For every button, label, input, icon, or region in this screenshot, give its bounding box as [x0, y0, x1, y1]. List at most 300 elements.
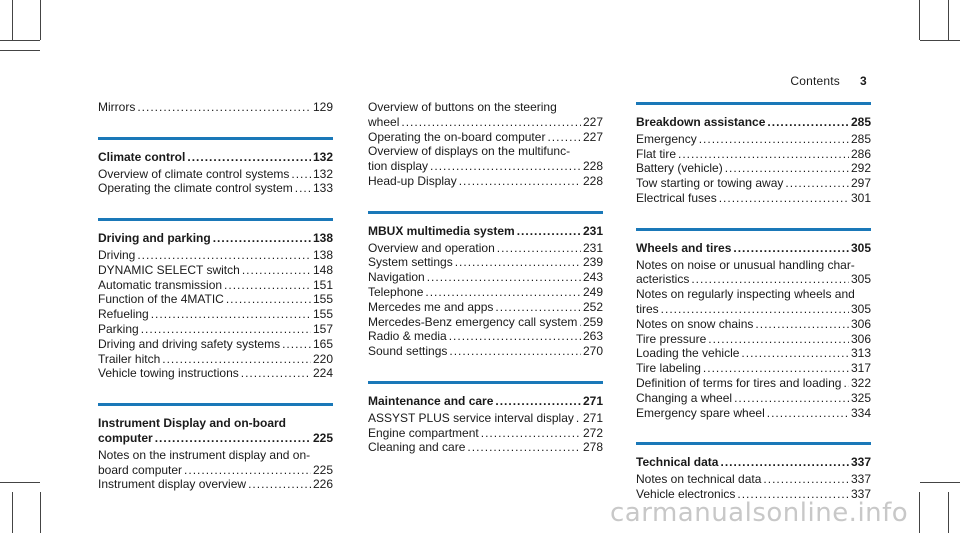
entry-text: tion display: [368, 159, 429, 174]
page-number: 3: [860, 74, 867, 88]
dot-leader: [719, 191, 849, 206]
toc-section: [368, 100, 603, 189]
page-ref: 313: [850, 346, 871, 361]
toc-entry[interactable]: [98, 322, 333, 337]
toc-column-3: [636, 102, 871, 524]
toc-entry[interactable]: [636, 147, 871, 162]
dot-leader: [141, 322, 311, 337]
entry-line: [98, 307, 333, 322]
entry-text: MBUX multimedia system: [368, 223, 515, 238]
entry-line: [98, 278, 333, 293]
toc-entry[interactable]: [636, 332, 871, 347]
entry-line: [636, 191, 871, 206]
page-ref: 228: [582, 159, 603, 174]
entry-text: Automatic transmission: [98, 277, 223, 292]
page-ref: 220: [312, 351, 333, 366]
dot-leader: [733, 241, 849, 256]
page-ref: 305: [850, 272, 871, 287]
section-title: [368, 224, 603, 239]
crop-mark: [920, 40, 960, 41]
toc-entry[interactable]: [368, 440, 603, 455]
page-ref: 227: [582, 114, 603, 129]
section-rule: [98, 137, 333, 140]
entry-text: Operating the on-board computer: [368, 129, 546, 144]
entry-line: [368, 344, 603, 359]
entry-text-line: Instrument Display and on-board: [98, 416, 287, 431]
crop-mark: [12, 492, 13, 533]
toc-entry[interactable]: [636, 361, 871, 376]
entry-text: Head-up Display: [368, 173, 457, 188]
toc-entry[interactable]: [98, 278, 333, 293]
toc-entry[interactable]: [98, 337, 333, 352]
entry-line: [98, 231, 333, 246]
toc-entry[interactable]: [368, 270, 603, 285]
page-ref: 271: [582, 393, 603, 408]
crop-mark: [948, 0, 949, 40]
toc-entry[interactable]: [98, 307, 333, 322]
page-ref: 259: [582, 314, 603, 329]
entry-line: [98, 248, 333, 263]
entry-line: [98, 322, 333, 337]
entry-text: Emergency spare wheel: [636, 405, 765, 420]
page-ref: 272: [582, 425, 603, 440]
entry-text: Parking: [98, 321, 139, 336]
dot-leader: [295, 181, 311, 196]
entry-line: [368, 426, 603, 441]
page-ref: 165: [312, 336, 333, 351]
entry-text: System settings: [368, 255, 453, 270]
dot-leader: [184, 463, 311, 478]
entry-line: [98, 463, 333, 478]
toc-entry[interactable]: [636, 346, 871, 361]
entry-line: [368, 315, 603, 330]
dot-leader: [187, 150, 311, 165]
entry-line: [368, 174, 603, 189]
crop-mark: [12, 0, 13, 40]
crop-mark: [40, 492, 41, 533]
toc-entry[interactable]: [368, 255, 603, 270]
toc-entry[interactable]: [636, 176, 871, 191]
dot-leader: [291, 167, 311, 182]
page-ref: 252: [582, 299, 603, 314]
page-ref: 138: [312, 247, 333, 262]
crop-mark: [40, 0, 41, 40]
dot-leader: [699, 132, 849, 147]
dot-leader: [497, 241, 581, 256]
page-ref: 285: [850, 115, 871, 129]
entry-text-line: Notes on the instrument display and on-: [98, 447, 311, 462]
page-ref: 263: [582, 329, 603, 344]
crop-mark: [0, 40, 40, 41]
entry-text: Driving and driving safety systems: [98, 336, 281, 351]
entry-text: computer: [98, 430, 153, 445]
dot-leader: [708, 332, 849, 347]
toc-entry[interactable]: [636, 132, 871, 147]
toc-entry[interactable]: [98, 477, 333, 492]
section-rule: [368, 211, 603, 214]
dot-leader: [481, 426, 581, 441]
entry-line: [98, 181, 333, 196]
page-ref: 225: [312, 430, 333, 445]
entry-text: Flat tire: [636, 146, 677, 161]
entry-line: [368, 270, 603, 285]
entry-line: [636, 332, 871, 347]
entry-line: [98, 431, 333, 446]
toc-entry[interactable]: [368, 174, 603, 189]
entry-line: [636, 132, 871, 147]
toc-section: [98, 403, 333, 492]
entry-line: [368, 241, 603, 256]
section-title: [636, 115, 871, 130]
entry-line: [636, 302, 871, 317]
page-ref: 133: [312, 181, 333, 196]
toc-entry[interactable]: [368, 344, 603, 359]
page-ref: 301: [850, 190, 871, 205]
dot-leader: [151, 307, 311, 322]
page-ref: 305: [850, 240, 871, 255]
entry-line: [368, 440, 603, 455]
dot-leader: [517, 224, 581, 239]
entry-line: [636, 176, 871, 191]
page-ref: 292: [850, 161, 871, 176]
page-ref: 317: [850, 361, 871, 376]
toc-entry[interactable]: [636, 191, 871, 206]
entry-text: Sound settings: [368, 344, 448, 359]
page-ref: 249: [582, 284, 603, 299]
crop-mark: [0, 50, 40, 51]
entry-text: Breakdown assistance: [636, 115, 766, 129]
dot-leader: [137, 100, 311, 115]
toc-entry[interactable]: [368, 100, 603, 130]
page-ref: 151: [312, 277, 333, 292]
section-rule: [368, 381, 603, 384]
toc-entry[interactable]: [368, 329, 603, 344]
dot-leader: [767, 115, 849, 130]
entry-line: [368, 224, 603, 239]
entry-text-line: Overview of buttons on the steering: [368, 100, 557, 114]
entry-line: [368, 285, 603, 300]
toc-entry[interactable]: [98, 292, 333, 307]
page-ref: 270: [582, 344, 603, 359]
toc-section: [368, 211, 603, 359]
dot-leader: [137, 248, 311, 263]
page-ref: 285: [850, 131, 871, 146]
entry-text: Radio & media: [368, 329, 447, 344]
entry-line: [636, 406, 871, 421]
entry-text: Tow starting or towing away: [636, 176, 784, 191]
entry-text: Engine compartment: [368, 425, 479, 440]
dot-leader: [579, 315, 581, 330]
dot-leader: [767, 406, 849, 421]
entry-line: [636, 391, 871, 406]
entry-line: [98, 292, 333, 307]
entry-line: [368, 394, 603, 409]
entry-text: Wheels and tires: [636, 240, 732, 255]
toc-entry[interactable]: [636, 376, 871, 391]
entry-text: Tire pressure: [636, 331, 707, 346]
toc-section: [636, 102, 871, 206]
entry-text: Electrical fuses: [636, 190, 717, 205]
entry-line: [98, 150, 333, 165]
entry-line: [98, 167, 333, 182]
toc-section: [368, 381, 603, 455]
page-ref: 322: [850, 375, 871, 390]
entry-line: [368, 411, 603, 426]
dot-leader: [725, 161, 849, 176]
page-ref: 243: [582, 270, 603, 285]
entry-line: [98, 366, 333, 381]
page-ref: 239: [582, 255, 603, 270]
page-ref: 227: [582, 129, 603, 144]
dot-leader: [720, 455, 848, 470]
dot-leader: [843, 376, 849, 391]
toc-entry[interactable]: [368, 285, 603, 300]
dot-leader: [678, 147, 849, 162]
dot-leader: [495, 300, 581, 315]
entry-text: Operating the climate control system: [98, 181, 293, 196]
entry-line: [636, 317, 871, 332]
toc-entry[interactable]: [368, 426, 603, 441]
dot-leader: [213, 231, 311, 246]
entry-text: Loading the vehicle: [636, 346, 740, 361]
entry-text: Navigation: [368, 270, 425, 285]
page-ref: 148: [312, 262, 333, 277]
page-ref: 226: [312, 477, 333, 492]
page-ref: 337: [850, 486, 871, 501]
toc-entry[interactable]: [98, 100, 333, 115]
entry-text: Emergency: [636, 131, 697, 146]
page-ref: 157: [312, 321, 333, 336]
entry-text: Overview and operation: [368, 240, 495, 255]
entry-text: Changing a wheel: [636, 390, 733, 405]
page-ref: 228: [582, 173, 603, 188]
crop-mark: [919, 0, 920, 40]
page-ref: 231: [582, 240, 603, 255]
entry-line: [636, 115, 871, 130]
entry-line: [368, 159, 603, 174]
dot-leader: [576, 411, 581, 426]
dot-leader: [449, 329, 581, 344]
toc-entry[interactable]: [636, 472, 871, 487]
section-rule: [98, 218, 333, 221]
dot-leader: [459, 174, 581, 189]
toc-entry[interactable]: [98, 167, 333, 182]
toc-entry[interactable]: [98, 181, 333, 196]
entry-line: [98, 352, 333, 367]
entry-text-line: Overview of displays on the multifunc-: [368, 144, 571, 159]
entry-line: [98, 477, 333, 492]
dot-leader: [734, 391, 849, 406]
entry-line: [368, 115, 603, 130]
entry-text: Mirrors: [98, 100, 136, 114]
toc-entry[interactable]: [636, 258, 871, 288]
toc-entry[interactable]: [98, 248, 333, 263]
crop-mark: [948, 492, 949, 533]
entry-text: Maintenance and care: [368, 393, 494, 408]
entry-text: tires: [636, 301, 659, 316]
dot-leader: [224, 278, 311, 293]
entry-text: Driving: [98, 247, 136, 262]
page-ref: 132: [312, 166, 333, 181]
section-title: [98, 150, 333, 165]
page-ref: 306: [850, 331, 871, 346]
entry-text: Tire labeling: [636, 361, 701, 376]
entry-text: Definition of terms for tires and loading: [636, 375, 842, 390]
toc-entry[interactable]: [98, 263, 333, 278]
dot-leader: [241, 366, 311, 381]
section-rule: [636, 442, 871, 445]
toc-section: [636, 228, 871, 421]
toc-entry[interactable]: [98, 366, 333, 381]
dot-leader: [155, 431, 311, 446]
toc-entry[interactable]: [636, 287, 871, 317]
section-title: [98, 231, 333, 246]
toc-entry[interactable]: [368, 315, 603, 330]
toc-entry[interactable]: [636, 161, 871, 176]
entry-text-line: Notes on regularly inspecting wheels and: [636, 287, 855, 302]
entry-line: [636, 272, 871, 287]
entry-line: [368, 300, 603, 315]
dot-leader: [425, 285, 581, 300]
page-ref: 271: [582, 410, 603, 425]
watermark-text: carmanualsonline.info: [610, 498, 909, 528]
entry-text: Notes on snow chains: [636, 316, 754, 331]
entry-text-line: Notes on noise or unusual handling char-: [636, 257, 855, 272]
page-ref: 138: [312, 231, 333, 246]
dot-leader: [691, 272, 849, 287]
entry-text: Telephone: [368, 284, 424, 299]
page-ref: 297: [850, 176, 871, 191]
entry-text: board computer: [98, 462, 183, 477]
section-rule: [636, 228, 871, 231]
entry-text: Climate control: [98, 149, 186, 164]
dot-leader: [449, 344, 581, 359]
entry-text: Mercedes me and apps: [368, 299, 494, 314]
section-title: [636, 455, 871, 470]
entry-text: Instrument display overview: [98, 477, 247, 492]
entry-text: Mercedes-Benz emergency call system: [368, 314, 578, 329]
crop-mark: [919, 492, 920, 533]
entry-text: Technical data: [636, 455, 719, 470]
section-rule: [98, 403, 333, 406]
entry-text: Overview of climate control systems: [98, 166, 290, 181]
toc-entry[interactable]: [368, 241, 603, 256]
dot-leader: [162, 352, 311, 367]
entry-line: [636, 241, 871, 256]
dot-leader: [661, 302, 849, 317]
entry-line: [98, 100, 333, 115]
dot-leader: [427, 270, 581, 285]
entry-text: Cleaning and care: [368, 440, 466, 455]
toc-column-2: [368, 100, 603, 477]
page-ref: 337: [850, 472, 871, 487]
entry-line: [98, 263, 333, 278]
entry-line: [368, 130, 603, 145]
toc-section: [98, 218, 333, 381]
page-ref: 155: [312, 307, 333, 322]
entry-text: Vehicle towing instructions: [98, 366, 239, 381]
toc-entry[interactable]: [98, 352, 333, 367]
toc-section: [636, 442, 871, 501]
entry-line: [368, 255, 603, 270]
dot-leader: [242, 263, 311, 278]
page-ref: 306: [850, 316, 871, 331]
toc-entry[interactable]: [368, 411, 603, 426]
dot-leader: [785, 176, 849, 191]
entry-text: DYNAMIC SELECT switch: [98, 262, 240, 277]
entry-text: Trailer hitch: [98, 351, 161, 366]
page-ref: 334: [850, 405, 871, 420]
dot-leader: [547, 130, 581, 145]
toc-entry[interactable]: [368, 130, 603, 145]
entry-text: wheel: [368, 114, 400, 129]
entry-text: Function of the 4MATIC: [98, 292, 224, 307]
dot-leader: [226, 292, 311, 307]
section-title: [636, 241, 871, 256]
page-ref: 155: [312, 292, 333, 307]
dot-leader: [282, 337, 311, 352]
entry-text: ASSYST PLUS service interval display: [368, 410, 574, 425]
entry-text: Refueling: [98, 307, 149, 322]
toc-column-1: [98, 100, 333, 514]
dot-leader: [763, 472, 849, 487]
toc-entry[interactable]: [98, 448, 333, 478]
section-title: [368, 394, 603, 409]
section-title: [98, 416, 333, 446]
crop-mark: [0, 482, 40, 483]
entry-text: Vehicle electronics: [636, 486, 736, 501]
toc-entry[interactable]: [636, 317, 871, 332]
toc-section: [98, 137, 333, 196]
dot-leader: [430, 159, 581, 174]
toc-section: [98, 100, 333, 115]
entry-line: [636, 346, 871, 361]
entry-line: [636, 455, 871, 470]
page-ref: 305: [850, 301, 871, 316]
entry-line: [636, 147, 871, 162]
entry-text: Notes on technical data: [636, 472, 762, 487]
entry-line: [368, 329, 603, 344]
toc-entry[interactable]: [368, 300, 603, 315]
dot-leader: [455, 255, 581, 270]
entry-text: Driving and parking: [98, 231, 211, 246]
toc-entry[interactable]: [636, 391, 871, 406]
entry-text: acteristics: [636, 272, 690, 287]
entry-text: Battery (vehicle): [636, 161, 723, 176]
entry-line: [636, 361, 871, 376]
dot-leader: [401, 115, 581, 130]
crop-mark: [920, 482, 960, 483]
page-ref: 129: [312, 100, 333, 114]
page-ref: 337: [850, 455, 871, 470]
section-rule: [636, 102, 871, 105]
page-ref: 224: [312, 366, 333, 381]
entry-line: [636, 376, 871, 391]
dot-leader: [741, 346, 849, 361]
entry-line: [636, 161, 871, 176]
dot-leader: [467, 440, 581, 455]
page-ref: 225: [312, 462, 333, 477]
entry-line: [636, 472, 871, 487]
page-ref: 325: [850, 390, 871, 405]
toc-entry[interactable]: [368, 144, 603, 174]
page-ref: 278: [582, 440, 603, 455]
dot-leader: [755, 317, 849, 332]
page-ref: 231: [582, 223, 603, 238]
entry-line: [98, 337, 333, 352]
dot-leader: [495, 394, 581, 409]
toc-entry[interactable]: [636, 406, 871, 421]
